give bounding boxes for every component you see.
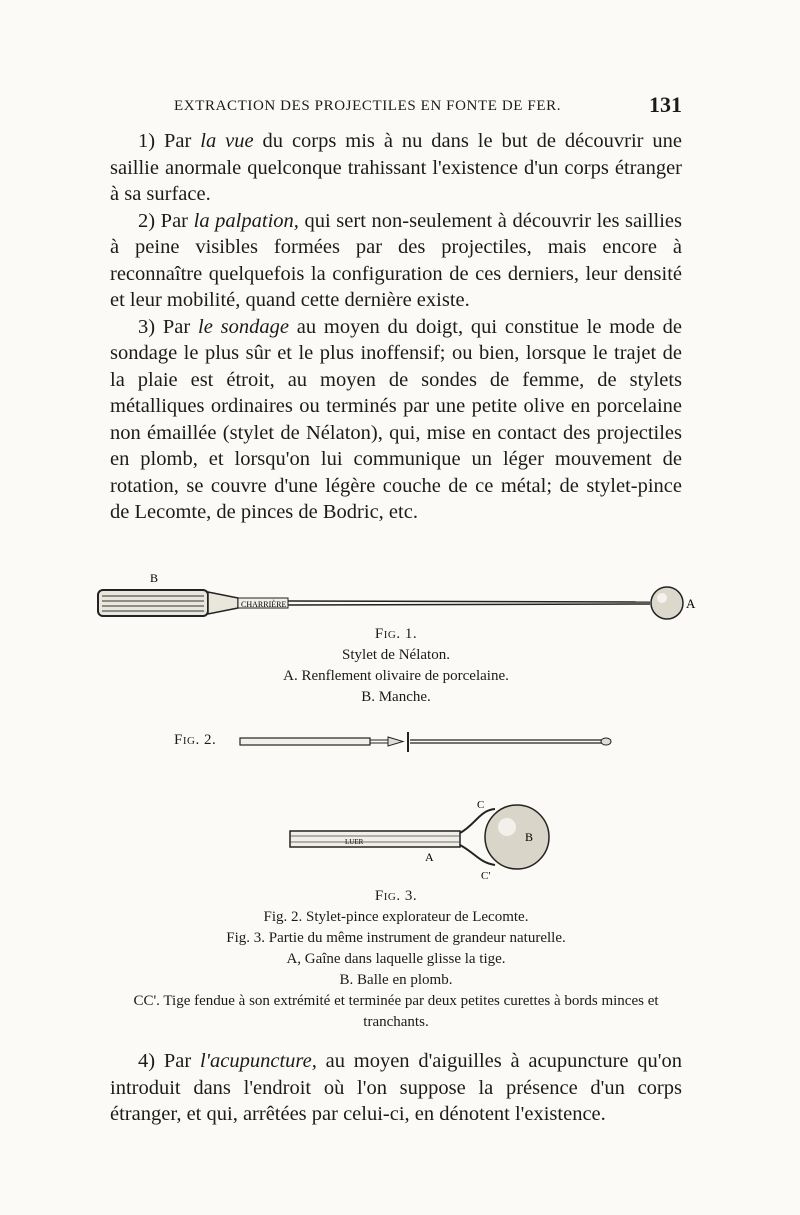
maker-mark: CHARRIÈRE [241, 600, 287, 609]
legend-line-5: CC'. Tige fendue à son extrémité et terminée par deux petites curettes à bords minces et tranchants. [133, 993, 659, 1030]
legend-line-4: B. Balle en plomb. [339, 972, 453, 988]
figure-3-letter-a: A [425, 850, 434, 864]
figure-3-letter-c2: C' [481, 870, 491, 882]
figure-1-letter-b: B [150, 571, 159, 585]
porcelain-olive [651, 587, 683, 619]
lead-ball [485, 805, 549, 869]
body-text-bottom [110, 1048, 682, 1128]
page-header [110, 92, 682, 122]
figure-1-letter-a: A [686, 596, 696, 611]
figure-legend [110, 907, 682, 1033]
stylet-stem [288, 601, 650, 602]
body-text-top [110, 128, 682, 526]
sheath-tube [290, 831, 460, 847]
figure-1-illustration [90, 570, 710, 630]
emphasis: l'acupuncture, [199, 1050, 317, 1072]
paragraph-text: du corps mis à nu dans le but de découvrir une saillie anormale quelconque trahissant l'existence d'un corps étranger à sa surface. [110, 130, 682, 205]
emphasis: la palpation, [193, 209, 299, 232]
emphasis: la vue [200, 130, 254, 152]
figure-1-caption [110, 624, 682, 708]
legend-line-3: A, Gaîne dans laquelle glisse la tige. [286, 951, 506, 967]
handle-shape [98, 590, 208, 616]
paragraph-1 [110, 128, 682, 208]
paragraph-text: au moyen d'aiguilles à acupuncture qu'on introduit dans l'endroit où l'on suppose la présence d'un corps étranger, et qui, arrêtées par celui-ci, en dénotent l'existence. [110, 1050, 682, 1125]
page-number: 131 [649, 92, 682, 117]
figure-2-label: Fig. 2. [174, 732, 217, 748]
paragraph-number: 4) Par [138, 1050, 200, 1072]
clamp-joint [388, 737, 403, 746]
figure-3-letter-c: C [477, 799, 485, 811]
emphasis: le sondage [198, 315, 289, 338]
maker-mark: LUER [345, 838, 364, 846]
figure-1-legend-a: A. Renflement olivaire de porcelaine. [283, 668, 509, 684]
olive-highlight [657, 593, 667, 603]
paragraph-number: 1) Par [138, 130, 201, 152]
figure-3-label: Fig. 3. [374, 888, 418, 904]
legend-line-1: Fig. 2. Stylet-pince explorateur de Lecomte. [263, 909, 529, 925]
figure-2-illustration [238, 730, 618, 754]
paragraph-4 [110, 1048, 682, 1128]
stylet-stem [288, 604, 650, 605]
paragraph-2 [110, 208, 682, 314]
ball-highlight [498, 818, 516, 836]
paragraph-text: au moyen du doigt, qui constitue le mode de sondage le plus sûr et le plus inoffensif; ou bien, lorsque le trajet de la plaie est étroit, au moyen de sondes de femme, de stylets métalliques ordinaires ou terminés par une petite olive en porcelaine non émaillée (stylet de Nélaton), qui, mise en contact des projectiles en plomb, et lorsqu'on lui communique un léger mouvement de rotation, se couvre d'une légère couche de ce métal; de stylet-pince de Lecomte, de pinces de Bodric, etc. [110, 315, 683, 523]
figure-1-label: Fig. 1. [374, 626, 418, 642]
legend-line-2: Fig. 3. Partie du même instrument de grandeur naturelle. [226, 930, 566, 946]
figure-3-illustration [285, 795, 575, 885]
paragraph-number: 2) Par [138, 209, 194, 232]
stem-tip [601, 738, 611, 745]
paragraph-number: 3) Par [138, 315, 199, 338]
paragraph-text: qui sert non-seulement à découvrir les saillies à peine visibles formées par des projectiles, mais encore à reconnaître quelquefois la configuration de ces derniers, leur densité et leur mobilité, quand cette dernière existe. [110, 209, 682, 311]
running-title: EXTRACTION DES PROJECTILES EN FONTE DE FER. [174, 98, 562, 114]
figure-1-legend-b: B. Manche. [361, 689, 431, 705]
sheath-shape [240, 738, 370, 745]
figure-3-label-row [110, 886, 682, 907]
figure-3-letter-b: B [525, 830, 534, 844]
paragraph-3 [110, 314, 682, 526]
handle-taper [208, 592, 238, 614]
figure-1-title: Stylet de Nélaton. [342, 647, 450, 663]
